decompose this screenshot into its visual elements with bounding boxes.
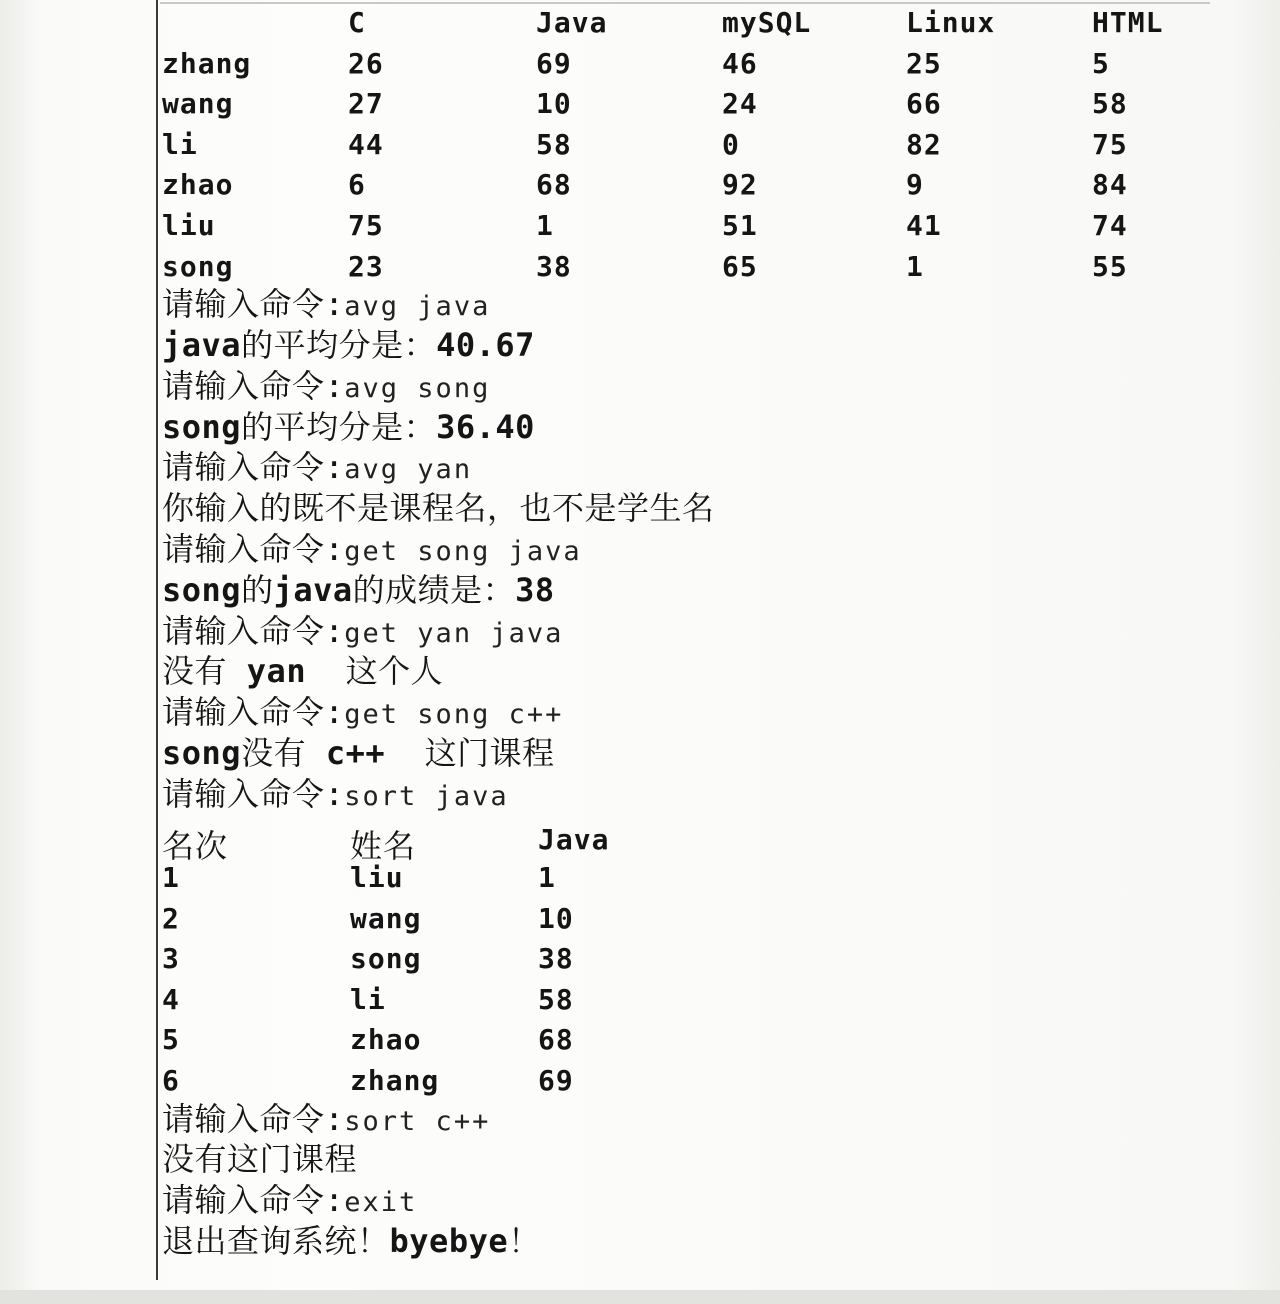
- score-mysql: 46: [722, 46, 758, 80]
- student-name: liu: [162, 208, 216, 242]
- score-row-zhang: [162, 41, 1252, 82]
- rank-number: 6: [162, 1064, 180, 1098]
- command-text: exit: [344, 1187, 418, 1219]
- score-linux: 66: [906, 87, 942, 121]
- rank-row-3: [162, 936, 1252, 977]
- output-text: 的平均分是：: [241, 407, 437, 446]
- score-java: 68: [536, 168, 572, 202]
- command-line-7: [162, 774, 1252, 815]
- rank-name: wang: [350, 901, 422, 935]
- output-text: ！: [508, 1222, 541, 1261]
- score-row-li: [162, 122, 1252, 163]
- command-text: sort c++: [344, 1105, 491, 1137]
- score-html: 75: [1092, 127, 1128, 161]
- score-java: 1: [536, 208, 554, 242]
- output-subject: yan: [246, 652, 307, 691]
- score-java: 10: [536, 87, 572, 121]
- score-row-wang: [162, 81, 1252, 122]
- page-bottom-edge: [0, 1290, 1280, 1304]
- score-html: 5: [1092, 46, 1110, 80]
- output-subject: song: [162, 570, 242, 609]
- rank-row-2: [162, 896, 1252, 937]
- student-name: song: [162, 249, 234, 283]
- rank-score: 69: [538, 1064, 574, 1098]
- score-java: 69: [536, 46, 572, 80]
- prompt-label: 请输入命令:: [162, 1181, 345, 1220]
- output-line-2: [162, 407, 1252, 448]
- rank-score: 1: [538, 861, 556, 895]
- rank-score: 38: [538, 942, 574, 976]
- output-course: java: [273, 570, 353, 609]
- output-value: 38: [515, 570, 555, 609]
- command-line-4: [162, 529, 1252, 570]
- score-c: 26: [348, 46, 384, 80]
- score-linux: 1: [906, 249, 924, 283]
- header-html: HTML: [1092, 6, 1164, 39]
- left-border-line: [156, 0, 158, 1280]
- rank-score: 10: [538, 901, 574, 935]
- rank-score: 68: [538, 1023, 574, 1057]
- score-c: 6: [348, 168, 366, 202]
- student-name: zhao: [162, 168, 234, 202]
- rank-score: 58: [538, 982, 574, 1016]
- output-value: 40.67: [436, 325, 535, 364]
- rank-table-header: [162, 815, 1252, 865]
- score-c: 27: [348, 87, 384, 121]
- score-java: 38: [536, 249, 572, 283]
- score-row-liu: [162, 203, 1252, 244]
- prompt-label: 请输入命令:: [162, 448, 345, 487]
- output-text: 退出查询系统！: [162, 1222, 390, 1261]
- score-c: 44: [348, 127, 384, 161]
- command-line-5: [162, 611, 1252, 652]
- score-linux: 25: [906, 46, 942, 80]
- header-java: Java: [536, 6, 608, 39]
- rank-row-4: [162, 977, 1252, 1018]
- score-table-header: [162, 0, 1252, 41]
- student-name: wang: [162, 87, 234, 121]
- score-row-song: [162, 244, 1252, 285]
- command-text: sort java: [344, 780, 509, 812]
- header-name: 姓名: [350, 826, 417, 865]
- output-line-6: [162, 733, 1252, 774]
- prompt-label: 请输入命令:: [162, 693, 345, 732]
- rank-row-6: [162, 1058, 1252, 1099]
- score-c: 23: [348, 249, 384, 283]
- score-mysql: 0: [722, 127, 740, 161]
- command-text: get yan java: [344, 617, 564, 649]
- header-rank: 名次: [162, 826, 229, 865]
- output-text: 的成绩是：: [352, 570, 516, 609]
- output-farewell: byebye: [389, 1222, 509, 1261]
- output-line-3: [162, 488, 1252, 529]
- header-mysql: mySQL: [722, 6, 812, 39]
- rank-name: zhao: [350, 1023, 422, 1057]
- command-line-3: [162, 447, 1252, 488]
- command-text: get song java: [344, 535, 582, 567]
- command-line-9: [162, 1180, 1252, 1221]
- command-text: avg yan: [344, 454, 473, 486]
- score-mysql: 65: [722, 249, 758, 283]
- header-linux: Linux: [906, 6, 996, 39]
- command-text: get song c++: [344, 699, 564, 731]
- rank-number: 3: [162, 942, 180, 976]
- score-c: 75: [348, 208, 384, 242]
- rank-name: song: [350, 942, 422, 976]
- output-line-1: [162, 325, 1252, 366]
- prompt-label: 请输入命令:: [162, 611, 345, 650]
- output-line-4: [162, 570, 1252, 611]
- score-html: 58: [1092, 87, 1128, 121]
- rank-row-5: [162, 1017, 1252, 1058]
- rank-number: 2: [162, 901, 180, 935]
- prompt-label: 请输入命令:: [162, 774, 345, 813]
- command-line-8: [162, 1099, 1252, 1140]
- output-value: 36.40: [436, 407, 535, 446]
- command-text: avg java: [344, 291, 491, 323]
- command-line-6: [162, 692, 1252, 733]
- student-name: zhang: [162, 46, 252, 80]
- rank-name: liu: [350, 861, 404, 895]
- prompt-label: 请输入命令:: [162, 529, 345, 568]
- output-text: 的平均分是：: [241, 325, 437, 364]
- score-linux: 41: [906, 208, 942, 242]
- prompt-label: 请输入命令:: [162, 366, 345, 405]
- output-line-8: [162, 1139, 1252, 1180]
- output-text: 这门课程: [424, 733, 555, 772]
- output-course: c++: [325, 733, 386, 772]
- rank-name: li: [350, 982, 386, 1016]
- output-line-5: [162, 651, 1252, 692]
- output-text: 这个人: [345, 652, 444, 691]
- output-subject: java: [162, 325, 242, 364]
- score-mysql: 24: [722, 87, 758, 121]
- prompt-label: 请输入命令:: [162, 1099, 345, 1138]
- rank-number: 1: [162, 861, 180, 895]
- output-text: 你输入的既不是课程名，也不是学生名: [162, 489, 715, 528]
- student-name: li: [162, 127, 198, 161]
- output-subject: song: [162, 407, 242, 446]
- console-output: [162, 0, 1252, 1262]
- rank-row-1: [162, 855, 1252, 896]
- prompt-label: 请输入命令:: [162, 285, 345, 324]
- score-java: 58: [536, 127, 572, 161]
- command-line-1: [162, 284, 1252, 325]
- score-html: 55: [1092, 249, 1128, 283]
- header-c: C: [348, 6, 366, 39]
- command-text: avg song: [344, 372, 491, 404]
- output-text: 的: [241, 570, 274, 609]
- score-html: 84: [1092, 168, 1128, 202]
- output-line-9: [162, 1221, 1252, 1262]
- output-text: 没有: [241, 733, 307, 772]
- rank-number: 4: [162, 982, 180, 1016]
- output-subject: song: [162, 733, 242, 772]
- output-text: 没有这门课程: [162, 1140, 358, 1179]
- score-html: 74: [1092, 208, 1128, 242]
- score-mysql: 92: [722, 168, 758, 202]
- header-course: Java: [538, 822, 610, 856]
- score-mysql: 51: [722, 208, 758, 242]
- score-linux: 9: [906, 168, 924, 202]
- rank-number: 5: [162, 1023, 180, 1057]
- command-line-2: [162, 366, 1252, 407]
- output-text: 没有: [162, 652, 228, 691]
- score-linux: 82: [906, 127, 942, 161]
- rank-name: zhang: [350, 1064, 440, 1098]
- score-row-zhao: [162, 162, 1252, 203]
